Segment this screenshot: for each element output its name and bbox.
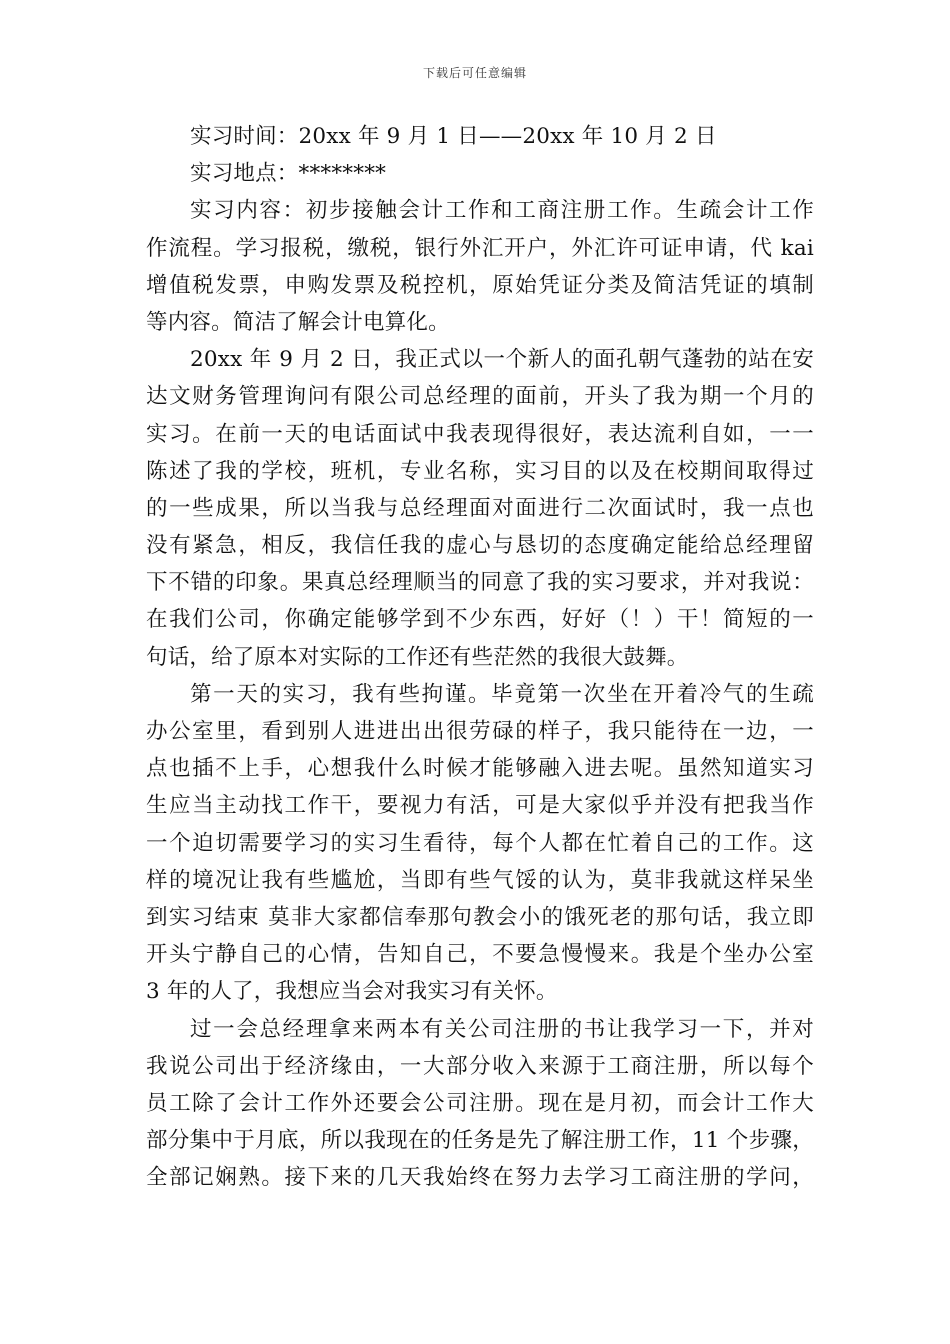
text-line: 句话，给了原本对实际的工作还有些茫然的我很大鼓舞。 xyxy=(146,644,689,670)
page-header-note: 下载后可任意编辑 xyxy=(422,66,527,80)
text-line: 部分集中于月底，所以我现在的任务是先了解注册工作，11 个步骤， xyxy=(146,1128,814,1154)
text-line: 实习地点：******** xyxy=(190,161,387,187)
text-line: 20xx 年 9 月 2 日，我正式以一个新人的面孔朝气蓬勃的站在安 xyxy=(190,347,814,373)
text-line: 样的境况让我有些尴尬，当即有些气馁的认为，莫非我就这样呆坐 xyxy=(146,867,814,893)
text-line: 我说公司出于经济缘由，一大部分收入来源于工商注册，所以每个 xyxy=(146,1053,814,1079)
text-line: 作流程。学习报税，缴税，银行外汇开户，外汇许可证申请，代 kai xyxy=(146,235,814,261)
text-line: 过一会总经理拿来两本有关公司注册的书让我学习一下，并对 xyxy=(190,1016,814,1042)
text-line: 开头宁静自己的心情，告知自己，不要急慢慢来。我是个坐办公室 xyxy=(146,942,814,968)
text-line: 3 年的人了，我想应当会对我实习有关怀。 xyxy=(146,979,558,1005)
text-line: 生应当主动找工作干，要视力有活，可是大家似乎并没有把我当作 xyxy=(146,793,814,819)
text-line: 员工除了会计工作外还要会公司注册。现在是月初，而会计工作大 xyxy=(146,1090,814,1116)
text-line: 全部记娴熟。接下来的几天我始终在努力去学习工商注册的学问， xyxy=(146,1165,814,1191)
text-line: 没有紧急，相反，我信任我的虚心与恳切的态度确定能给总经理留 xyxy=(146,533,814,559)
text-line: 点也插不上手，心想我什么时候才能够融入进去呢。虽然知道实习 xyxy=(146,756,814,782)
document-body xyxy=(146,118,814,1196)
text-line: 实习时间：20xx 年 9 月 1 日——20xx 年 10 月 2 日 xyxy=(190,124,717,149)
text-line: 第一天的实习，我有些拘谨。毕竟第一次坐在开着冷气的生疏 xyxy=(190,681,814,707)
text-line: 实习内容：初步接触会计工作和工商注册工作。生疏会计工作 xyxy=(190,198,814,224)
text-line: 增值税发票，申购发票及税控机，原始凭证分类及简洁凭证的填制 xyxy=(146,272,814,298)
text-line: 到实习结束 莫非大家都信奉那句教会小的饿死老的那句话，我立即 xyxy=(146,904,814,930)
text-line: 实习。在前一天的电话面试中我表现得很好，表达流利自如，一一 xyxy=(146,421,814,447)
text-line: 一个迫切需要学习的实习生看待，每个人都在忙着自己的工作。这 xyxy=(146,830,814,856)
text-line: 下不错的印象。果真总经理顺当的同意了我的实习要求，并对我说： xyxy=(146,570,814,596)
text-line: 的一些成果，所以当我与总经理面对面进行二次面试时，我一点也 xyxy=(146,495,814,521)
text-line: 在我们公司，你确定能够学到不少东西，好好（！）干！简短的一 xyxy=(146,607,814,633)
text-line: 陈述了我的学校，班机，专业名称，实习目的以及在校期间取得过 xyxy=(146,458,814,484)
text-line: 等内容。简洁了解会计电算化。 xyxy=(146,309,450,335)
text-line: 办公室里，看到别人进进出出很劳碌的样子，我只能待在一边，一 xyxy=(146,719,814,744)
text-line: 达文财务管理询问有限公司总经理的面前，开头了我为期一个月的 xyxy=(146,384,814,410)
